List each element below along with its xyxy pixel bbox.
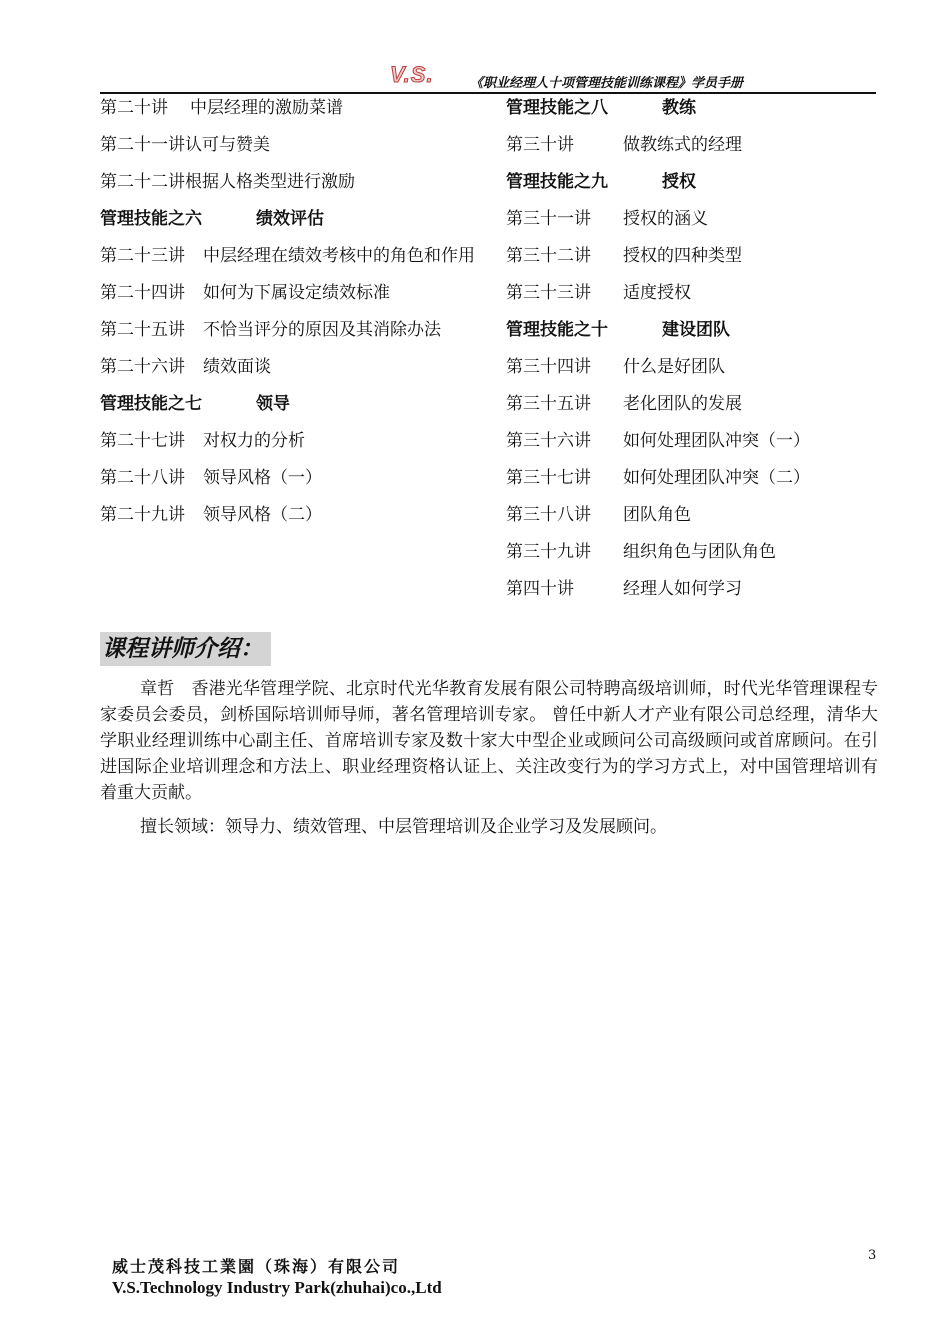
skill-heading [506,318,866,342]
skill-heading [100,392,475,416]
lecture-item [506,429,866,453]
lecture-number: 第二十二讲 [100,172,185,192]
lecture-number: 第三十三讲 [506,283,591,303]
lecture-number: 第二十三讲 [100,246,185,266]
lecture-number: 第二十六讲 [100,357,185,377]
header-title: 《职业经理人十项管理技能训练课程》学员手册 [470,75,744,90]
skill-topic: 领导 [256,394,290,414]
company-name-cn: 威士茂科技工業園（珠海）有限公司 [112,1257,401,1276]
lecture-title: 做教练式的经理 [623,135,742,155]
lecture-title: 经理人如何学习 [623,579,742,599]
section-title-instructor: 课程讲师介绍： [100,632,271,666]
lecture-item [100,281,475,305]
lecture-item [100,96,475,120]
lecture-item [100,503,475,527]
skill-topic: 教练 [662,98,696,118]
lecture-title: 如何处理团队冲突（二） [623,468,810,488]
lecture-item [506,503,866,527]
lecture-item [506,355,866,379]
lecture-number: 第二十九讲 [100,505,185,525]
lecture-title: 授权的四种类型 [623,246,742,266]
page-number: 3 [868,1248,877,1263]
lecture-number: 第三十讲 [506,135,574,155]
lecture-number: 第二十一讲 [100,135,185,155]
lecture-title: 领导风格（二） [203,505,322,525]
lecture-number: 第三十九讲 [506,542,591,562]
vs-logo: V.S. [390,62,434,87]
lecture-number: 第二十讲 [100,98,168,118]
lecture-title: 领导风格（一） [203,468,322,488]
skill-name: 管理技能之六 [100,209,202,229]
lecture-item [506,466,866,490]
lecture-number: 第四十讲 [506,579,574,599]
lecture-number: 第二十四讲 [100,283,185,303]
lecture-item [506,133,866,157]
lecture-title: 团队角色 [623,505,691,525]
lecture-number: 第三十二讲 [506,246,591,266]
skill-heading [100,207,475,231]
lecture-title: 授权的涵义 [623,209,708,229]
lecture-title: 组织角色与团队角色 [623,542,776,562]
lecture-title: 认可与赞美 [185,135,270,155]
skill-name: 管理技能之九 [506,172,608,192]
lecture-number: 第三十四讲 [506,357,591,377]
lecture-item [506,540,866,564]
lecture-title: 适度授权 [623,283,691,303]
skill-heading [506,170,866,194]
skill-heading [506,96,866,120]
lecture-number: 第三十五讲 [506,394,591,414]
lecture-item [506,207,866,231]
right-column [506,96,866,614]
lecture-number: 第二十五讲 [100,320,185,340]
lecture-title: 不恰当评分的原因及其消除办法 [203,320,441,340]
lecture-item [100,170,475,194]
lecture-item [506,281,866,305]
lecture-item [100,355,475,379]
lecture-number: 第三十七讲 [506,468,591,488]
lecture-number: 第二十七讲 [100,431,185,451]
lecture-item [506,244,866,268]
lecture-title: 老化团队的发展 [623,394,742,414]
skill-topic: 绩效评估 [256,209,324,229]
instructor-bio: 章哲 香港光华管理学院、北京时代光华教育发展有限公司特聘高级培训师，时代光华管理课程专家委员会委员，剑桥国际培训师导师，著名管理培训专家。 曾任中新人才产业有限公司总经理，清华大学职业经理训练中心副主任、首席培训专家及数十家大中型企业或顾问公司高级顾问或首席顾问。在引进国际企业培训理念和方法上、职业经理资格认证上、关注改变行为的学习方式上，对中国管理培训有着重大贡献。 [100,679,878,803]
lecture-title: 如何为下属设定绩效标准 [203,283,390,303]
lecture-title: 中层经理的激励菜谱 [190,98,343,118]
skill-name: 管理技能之八 [506,98,608,118]
lecture-title: 对权力的分析 [203,431,305,451]
lecture-item [100,318,475,342]
lecture-number: 第三十六讲 [506,431,591,451]
page-header [100,62,876,94]
lecture-number: 第三十一讲 [506,209,591,229]
lecture-title: 如何处理团队冲突（一） [623,431,810,451]
left-column [100,96,475,540]
lecture-title: 根据人格类型进行激励 [185,172,355,192]
skill-topic: 授权 [662,172,696,192]
lecture-title: 什么是好团队 [623,357,725,377]
lecture-title: 绩效面谈 [203,357,271,377]
lecture-item [506,577,866,601]
lecture-number: 第二十八讲 [100,468,185,488]
skill-name: 管理技能之十 [506,320,608,340]
lecture-item [506,392,866,416]
skill-name: 管理技能之七 [100,394,202,414]
lecture-item [100,466,475,490]
lecture-number: 第三十八讲 [506,505,591,525]
lecture-item [100,244,475,268]
lecture-title: 中层经理在绩效考核中的角色和作用 [203,246,475,266]
instructor-expertise: 擅长领域：领导力、绩效管理、中层管理培训及企业学习及发展顾问。 [140,817,667,837]
lecture-item [100,429,475,453]
skill-topic: 建设团队 [662,320,730,340]
company-name-en: V.S.Technology Industry Park(zhuhai)co.,Ltd [112,1278,442,1297]
lecture-item [100,133,475,157]
